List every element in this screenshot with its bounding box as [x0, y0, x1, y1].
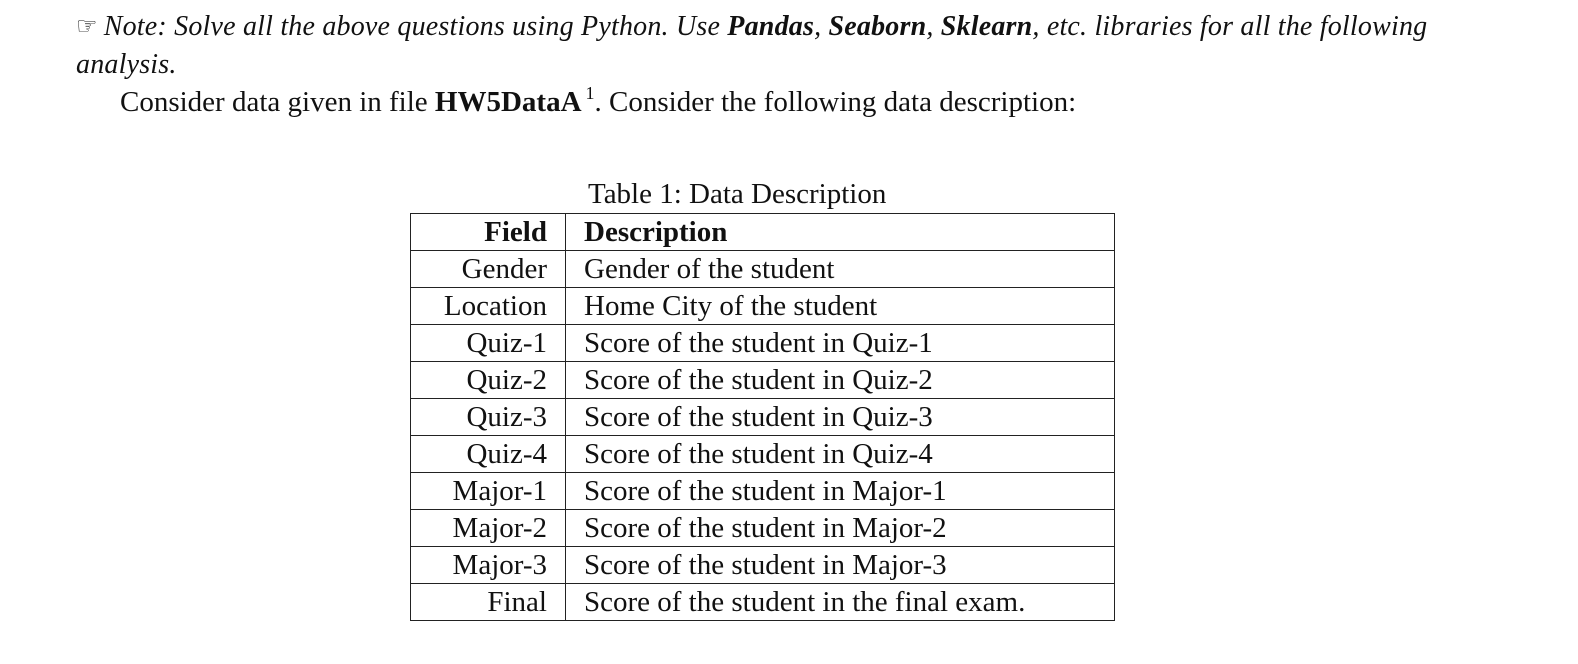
- intro-prefix: Consider data given in file: [120, 86, 435, 118]
- field-cell: Gender: [411, 251, 566, 288]
- note-library-seaborn: Seaborn: [828, 11, 927, 42]
- note-suffix: , etc. libraries for all the following analysis.: [76, 11, 1428, 80]
- description-cell: Score of the student in Major-2: [566, 510, 1115, 547]
- field-cell: Quiz-2: [411, 362, 566, 399]
- description-cell: Score of the student in Quiz-2: [566, 362, 1115, 399]
- note-paragraph: [76, 8, 1476, 83]
- table-row: [411, 362, 1115, 399]
- table-row: [411, 547, 1115, 584]
- table-row: [411, 251, 1115, 288]
- table-row: [411, 399, 1115, 436]
- intro-paragraph: [120, 82, 1076, 122]
- table-row: [411, 473, 1115, 510]
- field-cell: Final: [411, 584, 566, 621]
- field-cell: Location: [411, 288, 566, 325]
- field-cell: Quiz-4: [411, 436, 566, 473]
- table-row: [411, 510, 1115, 547]
- data-description-table: [410, 213, 1115, 621]
- table-row: [411, 325, 1115, 362]
- description-cell: Score of the student in Quiz-1: [566, 325, 1115, 362]
- field-cell: Quiz-3: [411, 399, 566, 436]
- description-cell: Score of the student in Major-3: [566, 547, 1115, 584]
- field-cell: Major-2: [411, 510, 566, 547]
- description-cell: Score of the student in Quiz-4: [566, 436, 1115, 473]
- header-field: Field: [411, 214, 566, 251]
- intro-suffix: . Consider the following data description:: [594, 86, 1077, 118]
- data-filename: HW5DataA: [434, 86, 582, 118]
- table-caption: Table 1: Data Description: [588, 178, 887, 210]
- note-library-pandas: Pandas: [727, 11, 815, 42]
- table-row: [411, 436, 1115, 473]
- description-cell: Score of the student in the final exam.: [566, 584, 1115, 621]
- field-cell: Quiz-1: [411, 325, 566, 362]
- description-cell: Gender of the student: [566, 251, 1115, 288]
- note-prefix: Note: Solve all the above questions using Python. Use: [103, 11, 728, 42]
- note-library-sklearn: Sklearn: [940, 11, 1033, 42]
- table-header-row: [411, 214, 1115, 251]
- field-cell: Major-1: [411, 473, 566, 510]
- header-description: Description: [566, 214, 1115, 251]
- pointing-hand-icon: ☞: [76, 14, 98, 40]
- field-cell: Major-3: [411, 547, 566, 584]
- description-cell: Home City of the student: [566, 288, 1115, 325]
- note-separator: ,: [926, 11, 941, 42]
- description-cell: Score of the student in Quiz-3: [566, 399, 1115, 436]
- table-row: [411, 288, 1115, 325]
- table-row: [411, 584, 1115, 621]
- note-separator: ,: [814, 11, 829, 42]
- description-cell: Score of the student in Major-1: [566, 473, 1115, 510]
- footnote-marker: 1: [585, 83, 595, 103]
